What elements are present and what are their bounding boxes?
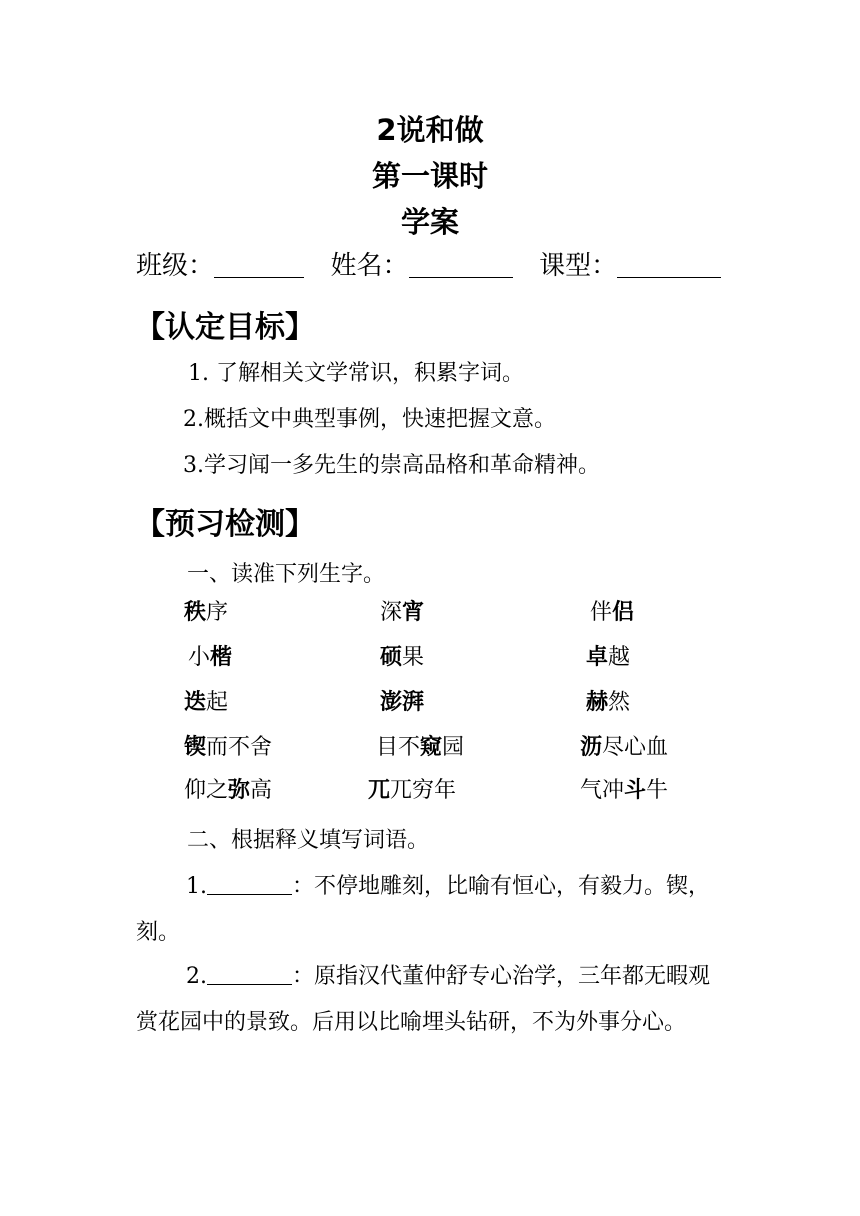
goal-item-3: 3.学习闻一多先生的崇高品格和革命精神。 [183, 453, 600, 478]
character-word [184, 776, 272, 806]
character-word [590, 598, 634, 628]
word-plain-part: 尽心血 [602, 735, 669, 760]
character-word [586, 688, 630, 718]
character-word [580, 733, 668, 763]
character-word [380, 688, 424, 718]
word-target-character: 斗 [624, 778, 647, 803]
character-word [184, 598, 228, 628]
word-plain-part: 而不舍 [206, 735, 273, 760]
word-target-character: 楷 [210, 645, 233, 670]
word-plain-part: 高 [250, 778, 273, 803]
question-2-number: 2. [186, 964, 207, 989]
word-plain-part: 园 [442, 735, 465, 760]
lesson-subtitle: 第一课时 [371, 159, 488, 193]
question-1 [136, 864, 728, 956]
word-target-character: 侣 [612, 600, 635, 625]
word-plain-part: 气冲 [580, 778, 625, 803]
class-label: 班级： [136, 251, 215, 281]
character-word [586, 643, 630, 673]
word-plain-part: 兀穷年 [390, 778, 457, 803]
character-word [368, 776, 456, 806]
goal-item-1: 1. 了解相关文学常识，积累字词。 [188, 361, 524, 386]
type-label: 课型： [539, 251, 618, 281]
part2-title: 二、根据释义填写词语。 [187, 828, 430, 853]
word-target-character: 弥 [228, 778, 251, 803]
word-plain-part: 牛 [646, 778, 669, 803]
word-target-character: 硕 [380, 645, 403, 670]
lesson-title: 2说和做 [376, 113, 484, 147]
question-1-number: 1. [186, 874, 207, 899]
word-plain-part: 序 [206, 600, 229, 625]
word-plain-part: 小 [188, 645, 211, 670]
part1-title: 一、读准下列生字。 [187, 562, 386, 587]
word-plain-part: 起 [206, 690, 229, 715]
word-target-character: 赫 [586, 690, 609, 715]
name-label: 姓名： [330, 251, 409, 281]
question-1-blank [207, 872, 292, 895]
character-word [580, 776, 668, 806]
question-2-text: ：原指汉代董仲舒专心治学，三年都无暇观赏花园中的景致。后用以比喻埋头钻研，不为外事分心。 [136, 964, 711, 1035]
word-plain-part: 越 [608, 645, 631, 670]
question-2 [136, 954, 728, 1046]
word-plain-part: 然 [608, 690, 631, 715]
word-target-character: 兀 [368, 778, 391, 803]
word-plain-part: 深 [380, 600, 403, 625]
class-blank [214, 249, 304, 278]
word-target-character: 宵 [402, 600, 425, 625]
question-1-text: ：不停地雕刻，比喻有恒心，有毅力。锲，刻。 [136, 874, 711, 945]
word-plain-part: 伴 [590, 600, 613, 625]
character-word [380, 643, 424, 673]
goal-item-2: 2.概括文中典型事例，快速把握文意。 [183, 407, 556, 432]
type-blank [617, 249, 721, 278]
character-word [188, 643, 232, 673]
goals-heading: 【认定目标】 [135, 310, 315, 345]
question-2-blank [207, 962, 292, 985]
student-info-row [136, 248, 721, 284]
lesson-type-title: 学案 [400, 205, 459, 239]
word-target-character: 窥 [420, 735, 443, 760]
word-target-character: 卓 [586, 645, 609, 670]
character-word [184, 688, 228, 718]
word-target-character: 秩 [184, 600, 207, 625]
word-target-character: 迭 [184, 690, 207, 715]
character-word [184, 733, 272, 763]
word-target-character: 沥 [580, 735, 603, 760]
preview-heading: 【预习检测】 [135, 507, 315, 542]
character-word [380, 598, 424, 628]
word-plain-part: 目不 [376, 735, 421, 760]
word-plain-part: 果 [402, 645, 425, 670]
character-word [376, 733, 464, 763]
word-target-character: 澎湃 [380, 690, 425, 715]
name-blank [409, 249, 513, 278]
word-target-character: 锲 [184, 735, 207, 760]
word-plain-part: 仰之 [184, 778, 229, 803]
